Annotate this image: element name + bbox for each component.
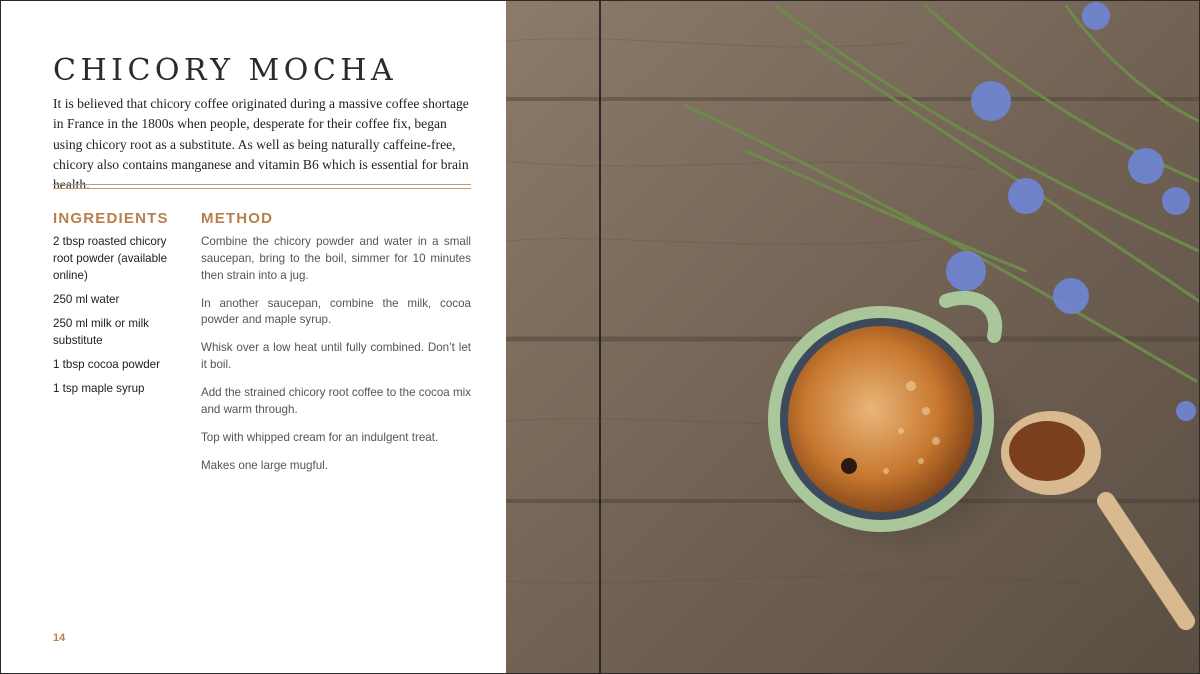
coffee-surface [788,326,974,512]
ingredients-list [53,234,188,405]
ingredient-item: 2 tbsp roasted chicory root powder (available online) [53,235,168,282]
divider-rule [53,188,471,189]
recipe-page [1,1,506,673]
method-step: Add the strained chicory root coffee to the cocoa mix and warm through. [201,386,471,416]
method-step: Top with whipped cream for an indulgent treat. [201,430,439,444]
divider-rule [53,184,471,185]
ingredient-item: 1 tbsp cocoa powder [53,357,160,371]
recipe-photo [506,1,1199,673]
ingredient-item: 1 tsp maple syrup [53,382,145,396]
photo-illustration [506,1,1199,673]
page-number: 14 [53,632,66,644]
ingredient-item: 250 ml milk or milk substitute [53,316,149,347]
recipe-title: CHICORY MOCHA [53,53,398,88]
method-steps [201,234,471,486]
recipe-intro: It is believed that chicory coffee originated during a massive coffee shortage in France in the 1800s when people, desperate for their coffee fix, began using chicory root as a substitute. As well as being naturally caffeine-free, chicory also contains manganese and vitamin B6 which is essential for brain health. [53,96,469,193]
ingredient-item: 250 ml water [53,292,120,306]
method-step: Whisk over a low heat until fully combined. Don’t let it boil. [201,341,471,372]
method-step: Makes one large mugful. [201,458,328,472]
ingredients-heading: INGREDIENTS [53,210,169,227]
method-heading: METHOD [201,210,274,227]
method-step: In another saucepan, combine the milk, cocoa powder and maple syrup. [201,296,471,327]
coffee-bubble [841,458,857,474]
method-step: Combine the chicory powder and water in a small saucepan, bring to the boil, simmer for 10 minutes then strain into a jug. [201,235,471,282]
